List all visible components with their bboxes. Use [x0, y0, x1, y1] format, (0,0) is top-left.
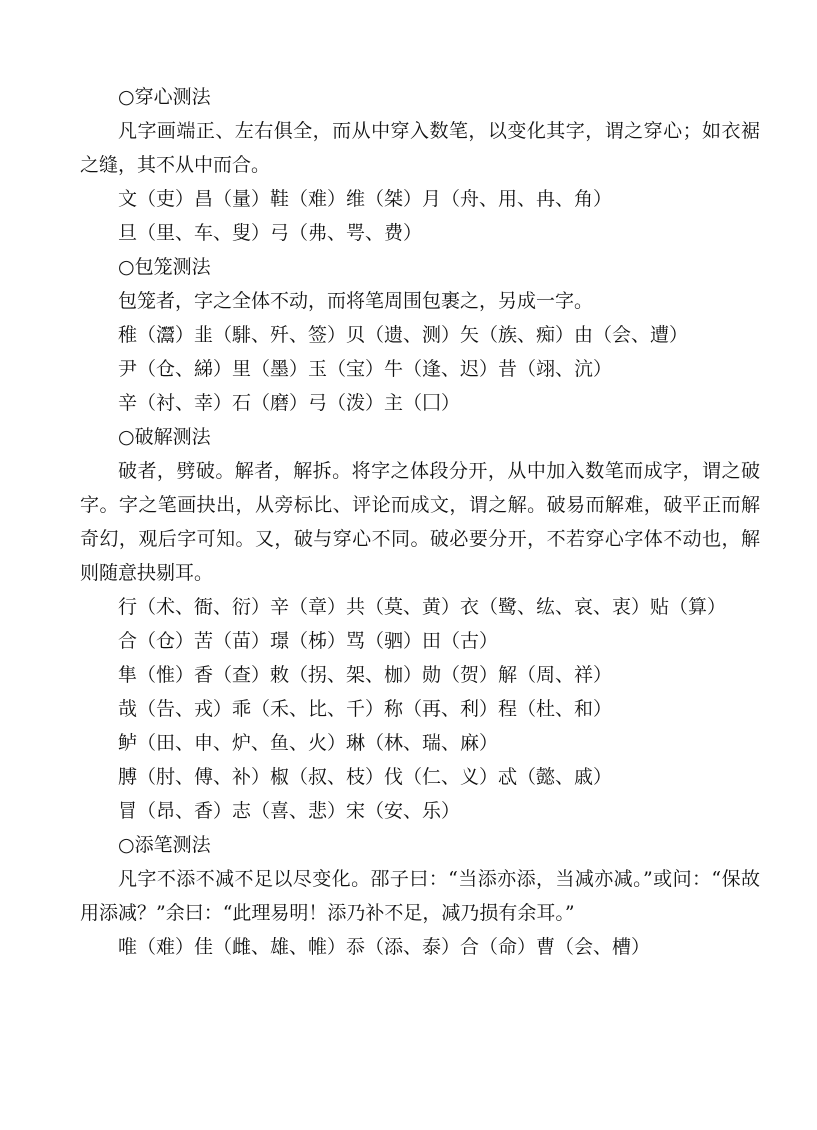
paragraph: 包笼者，字之全体不动，而将笔周围包裹之，另成一字。 [118, 290, 594, 312]
example-line: 隼（惟）香（查）敕（拐、架、枷）勋（贺）解（周、祥） [118, 664, 613, 686]
example-line: 膊（肘、傅、补）椒（叔、枝）伐（仁、义）忒（懿、戚） [118, 766, 613, 788]
example-line: 鲈（田、申、炉、鱼、火）琳（林、瑞、麻） [118, 732, 499, 754]
section-heading-tianbi: ○添笔测法 [118, 834, 211, 856]
example-line: 稚（灊）韭（騑、歼、签）贝（遗、测）矢（族、痴）由（会、遭） [118, 324, 689, 346]
paragraph: 破者，劈破。解者，解拆。将字之体段分开，从中加入数笔而成字，谓之破字。字之笔画抉出，从旁标比、评论而成文，谓之解。破易而解难，破平正而解奇幻，观后字可知。又，破与穿心不同。破必要分开，不若穿心字体不动也，解则随意抉剔耳。 [80, 460, 760, 584]
document-page [80, 80, 760, 964]
example-line: 辛（衬、幸）石（磨）弓（泼）主（囗） [118, 392, 461, 414]
section-heading-chuanxin: ○穿心测法 [118, 86, 211, 108]
example-line: 行（术、衙、衍）辛（章）共（莫、黄）衣（鹭、纮、哀、衷）贴（算） [118, 596, 727, 618]
example-line: 尹（仓、綈）里（墨）玉（宝）牛（逢、迟）昔（翊、沆） [118, 358, 613, 380]
example-line: 文（吏）昌（量）鞋（难）维（桀）月（舟、用、冉、角） [118, 188, 613, 210]
example-line: 合（仓）苦（苗）璟（柹）骂（驷）田（古） [118, 630, 499, 652]
example-line: 唯（难）佳（雌、雄、帷）忝（添、泰）合（命）曹（会、槽） [118, 936, 651, 958]
section-heading-baolong: ○包笼测法 [118, 256, 211, 278]
paragraph: 凡字画端正、左右俱全，而从中穿入数笔，以变化其字，谓之穿心；如衣裾之缝，其不从中而合。 [80, 120, 760, 176]
example-line: 旦（里、车、叟）弓（弗、咢、费） [118, 222, 423, 244]
example-line: 冒（昂、香）志（喜、悲）宋（安、乐） [118, 800, 461, 822]
paragraph: 凡字不添不减不足以尽变化。邵子曰：“当添亦添，当减亦减。”或问：“保故用添减？”余曰：“此理易明！添乃补不足，减乃损有余耳。” [80, 868, 760, 924]
example-line: 哉（告、戎）乖（禾、比、千）称（再、利）程（杜、和） [118, 698, 613, 720]
section-heading-pojie: ○破解测法 [118, 426, 211, 448]
